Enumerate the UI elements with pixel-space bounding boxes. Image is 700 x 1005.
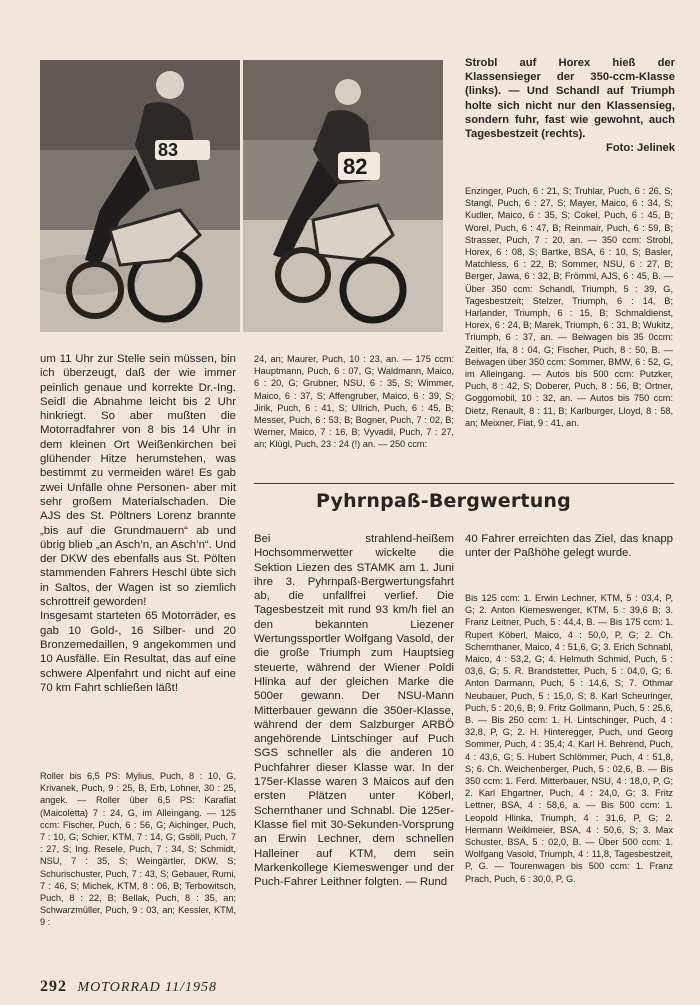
- article-text-middle: Bei strahlend-heißem Hochsommerwetter wickelte die Sektion Liezen des STAMK am 1. Juni ihre 3. Pyhrnpaß-Bergwertungsfahrt ab, die unfallfrei verlief. Die Tagesbestzeit mit rund 93 km/h fiel an den bekannten Liezener Wertungssportler Wolfgang Vasold, der die große Triumph zum Hauptsieg steuerte, während der Wiener Poldi Hlinka auf der gleichen Marke die 500er gewann. Der NSU-Mann Mitterbauer gewann die 350er-Klasse, während der dem Salzburger ARBÖ angehörende Lintschinger auf Puch SGS schneller als die anderen 10 Puchfahrer dieser Klasse war. In der 175er-Klasse waren 3 Maicos auf den ersten Plätzen unter Köberl, Schernthaner und Schnabl. Die 125er-Klasse fiel mit 30-Sekunden-Vorsprung an Erwin Lechner, dem schnellen Halleiner auf KTM, dem sein Markenkollege Kiemeswenger und der Puch-Fahrer Leithner folgten. — Rund: [254, 533, 454, 889]
- race-number-83: 83: [158, 140, 179, 160]
- race-number-82: 82: [343, 154, 368, 179]
- photo-schandl-triumph: [243, 60, 443, 332]
- page-number: 292: [40, 978, 67, 995]
- headline-rule: [254, 483, 674, 484]
- magazine-issue: MOTORRAD 11/1958: [77, 980, 218, 995]
- article-paragraph: um 11 Uhr zur Stelle sein müssen, bin ich überzeugt, daß der wie immer peinlich genaue und korrekte Dr.-Ing. Seidl die Abnahme leicht bis 2 Uhr hinkriegt. So aber mußten die Motorradfahrer von 8 bis 14 Uhr in dem kleinen Ort Weißenkirchen bei glühender Hitze herumstehen, was bestimmt zu vermeiden wäre! Es gab zwei Unfälle ohne Personen- aber mit sehr großem Materialschaden. Die AJS des St. Pöltners Lorenz brannte „bis auf die Grundmauern“ ab und übrig blieb „an Asch’n, an Asch’n“. Und der DKW des ebenfalls aus St. Pölten stammenden Fahrers Heschl übte sich in Saltos, der Wagen ist so ziemlich schrottreif geworden!: [40, 353, 236, 609]
- caption-text: Strobl auf Horex hieß der Klassensieger der 350-ccm-Klasse (links). — Und Schandl auf Triumph holte sich nicht nur den Klassensieg, sondern fuhr, fast wie gewohnt, auch Tagesbestzeit (rechts).: [465, 57, 675, 141]
- results-right-upper: Enzinger, Puch, 6 : 21, S; Truhlar, Puch, 6 : 26, S; Stangl, Puch, 6 : 27, S; Mayer, Maico, 6 : 34, S; Kudler, Maico, 6 : 35, S; Cokel, Puch, 6 : 45, B; Worel, Puch, 6 : 47, B; Reinmair, Puch, 6 : 59, B; Strasser, Puch, 7 : 20, an. — 350 ccm: Strobl, Horex, 6 : 08, S; Bartke, BSA, 6 : 10, S; Basler, Matchless, 6 : 22, B; Sommer, NSU, 6 : 27, B; Berger, Jawa, 6 : 32, B; Frömml, AJS, 6 : 45, B. — Über 350 ccm: Schandl, Triumph, 5 : 39, G, Tagesbestzeit; Stelzer, Triumph, 6 : 14, B; Harlander, Triumph, 6 : 15, B; Schmaldienst, Horex, 6 : 24, B; Marek, Triumph, 6 : 31, B; Wukitz, Triumph, 6 : 37, an. — Beiwagen bis 35 0ccm: Zeitler, Ifa, 8 : 04, G; Fischer, Puch, 8 : 50, B. — Beiwagen über 350 ccm: Sommer, BMW, 6 : 52, G, im Alleingang. — Autos bis 500 ccm: Putzker, Puch, 8 : 42, S; Doberer, Puch, 8 : 56, B; Ortner, Goggomobil, 10 : 32, an. — Autos bis 750 ccm: Dietz, Renault, 8 : 11, B; Karlburger, Lloyd, 8 : 58, an; Meixner, Fiat, 9 : 41, an.: [465, 186, 673, 428]
- results-right-lower: Bis 125 ccm: 1. Erwin Lechner, KTM, 5 : 03,4, P, G; 2. Anton Kiemeswenger, KTM, 5 : 39,6 B; 3. Franz Leitner, Puch, 5 : 44,4, B. — Bis 175 ccm: 1. Rupert Köberl, Maico, 4 : 50,0, P, G; 2. Ch. Schernthaner, Maico, 4 : 51,6, G; 3. Erich Schnabl, Maico, 4 : 53,2, G; 4. Helmuth Schmid, Puch, 5 : 03,6, G; 5. R. Brandstetter, Puch, 5 : 04,0, G; 6. Anton Darmann, Puch, 5 : 14,6, S; 7. Othmar Neubauer, Puch, 5 : 15,0, S; 8. Karl Scheuringer, Puch, 5 : 20,6, B; 9. Fritz Gollmann, Puch, 5 : 25,6, B. — Bis 250 ccm: 1. H. Lintschinger, Puch, 4 : 32,8, P, G; 2. H. Hinteregger, Puch, und Georg Sommer, Puch, 4 : 35,4; 4. Karl H. Behrend, Puch, 4 : 43,6, G; 5. Hubert Schlömmer, Puch, 4 : 51,8, S; 6. Ch. Weichenberger, Puch, 5 : 02,6, B. — Bis 350 ccm: 1. Ferd. Mitterbauer, NSU, 4 : 18,0, P, G; 2. Karl Ehgartner, Puch, 4 : 24,0, G; 3. Fritz Lettner, BSA, 4 : 58,6, a. — Bis 500 ccm: 1. Leopold Hlinka, Triumph, 4 : 31,6, P, G; 2. Hermann Weiklmeier, BSA, 4 : 50,6, S; 3. Max Schuster, BSA, 5 : 02,0, B. — Über 500 ccm: 1. Wolfgang Vasold, Triumph, 4 : 11,8, Tagesbestzeit, P, G. — Tourenwagen bis 500 ccm: 1. Franz Prach, Puch, 6 : 30,0, P, G.: [465, 593, 673, 884]
- photo-strobl-horex: [40, 60, 240, 332]
- results-left: Roller bis 6,5 PS: Mylius, Puch, 8 : 10, G, Krivanek, Puch, 9 : 25, B, Erb, Lohner, 30 : 25, angek. — Roller über 6,5 PS: Karafiat (Maicoletta) 7 : 24, G, im Alleingang. — 125 ccm: Fischer, Puch, 6 : 56, G; Aichinger, Puch, 7 : 10, G; Schier, KTM, 7 : 14, G; Gsöll, Puch, 7 : 27, S; Ing. Resele, Puch, 7 : 34, S; Schmidt, NSU, 7 : 35, S; Weingärtler, DKW, S; Schurischuster, Puch, 7 : 43, S; Gebauer, Rumi, 7 : 46, S; Michek, KTM, 8 : 06, B; Terbowitsch, Puch, 8 : 22, B; Bellak, Puch, 8 : 35, an; Schwarzmüller, Puch, 9 : 03, an; Kessler, KTM, 9 :: [40, 771, 236, 928]
- article-text-right: 40 Fahrer erreichten das Ziel, das knapp unter der Paßhöhe gelegt wurde.: [465, 533, 673, 560]
- article-headline: Pyhrnpaß-Bergwertung: [316, 490, 571, 512]
- photo-caption: [465, 56, 675, 155]
- photo-credit: Foto: Jelinek: [606, 142, 675, 155]
- page-footer: [40, 978, 217, 996]
- article-text-left: [40, 352, 236, 695]
- article-paragraph: Insgesamt starteten 65 Motorräder, es gab 10 Gold-, 16 Silber- und 20 Bronzemedaillen, 9 angekommen und 10 Ausfälle. Ein Resultat, das auf eine schwere Alpenfahrt und nicht auf eine 70 km Fahrt schließen läßt!: [40, 610, 236, 694]
- results-middle-upper: 24, an; Maurer, Puch, 10 : 23, an. — 175 ccm: Hauptmann, Puch, 6 : 07, G; Waldmann, Maico, 6 : 20, G; Grubner, NSU, 6 : 35, S; Wimmer, Maico, 6 : 37, S; Affengruber, Maico, 6 : 39, S; Jirik, Puch, 6 : 41, S; Ullrich, Puch, 6 : 45, B; Messer, Puch, 6 : 53, B; Bogner, Puch, 7 : 02, B; Werner, Maico, 7 : 16, B; Vyvadil, Puch, 7 : 27, an; Klügl, Puch, 23 : 24 (!) an. — 250 ccm:: [254, 354, 454, 450]
